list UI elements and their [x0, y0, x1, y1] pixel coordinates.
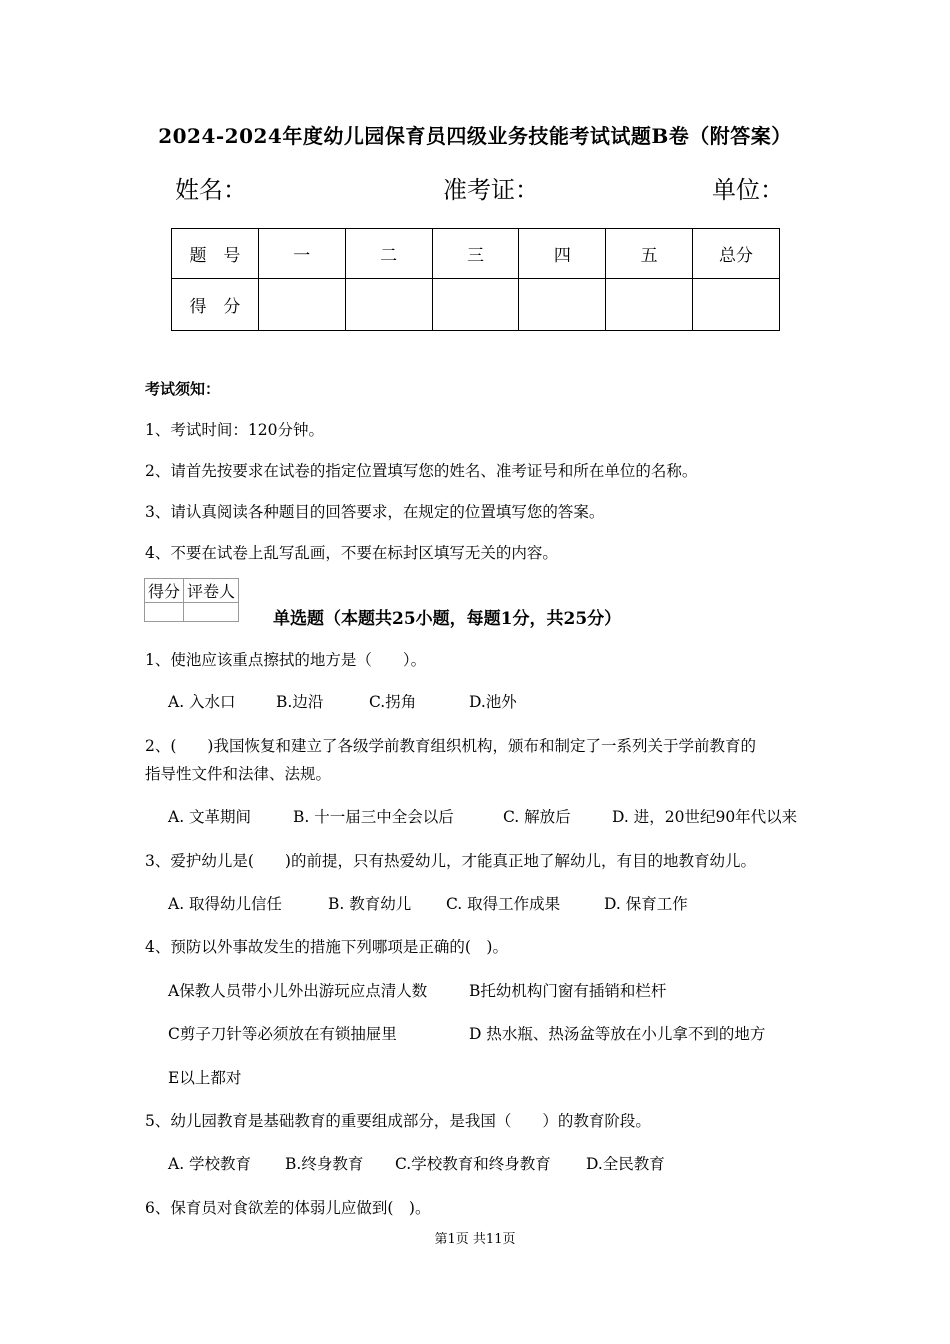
score-cell[interactable] [693, 279, 780, 331]
name-label: 姓名： [175, 176, 247, 204]
exam-title: 2024-2024年度幼儿园保育员四级业务技能考试试题B卷（附答案） [158, 124, 792, 148]
grader-name-label: 评卷人 [184, 579, 239, 603]
score-table-header-cell: 一 [258, 229, 345, 279]
q5-option-c: C.学校教育和终身教育 [395, 1155, 551, 1173]
section-title: 单选题（本题共25小题，每题1分，共25分） [273, 609, 622, 629]
page-footer: 第1页 共11页 [434, 1232, 516, 1247]
q1-option-c: C.拐角 [369, 693, 417, 711]
notice-item: 2、请首先按要求在试卷的指定位置填写您的姓名、准考证号和所在单位的名称。 [145, 462, 698, 480]
question-2-line-2: 指导性文件和法律、法规。 [145, 765, 332, 783]
grader-score-label: 得分 [145, 579, 184, 603]
q3-option-d: D. 保育工作 [604, 895, 688, 913]
question-4: 4、预防以外事故发生的措施下列哪项是正确的( )。 [145, 938, 508, 956]
q4-option-a: A保教人员带小儿外出游玩应点清人数 [168, 982, 428, 1000]
q5-option-d: D.全民教育 [586, 1155, 665, 1173]
notice-item: 1、考试时间：120分钟。 [145, 421, 324, 439]
q2-option-c: C. 解放后 [503, 808, 571, 826]
q4-option-c: C剪子刀针等必须放在有锁抽屉里 [168, 1025, 397, 1043]
q3-option-c: C. 取得工作成果 [446, 895, 561, 913]
candidate-fields [0, 170, 950, 204]
score-table-header-cell: 三 [432, 229, 519, 279]
q5-option-b: B.终身教育 [285, 1155, 364, 1173]
question-3: 3、爱护幼儿是( )的前提，只有热爱幼儿，才能真正地了解幼儿，有目的地教育幼儿。 [145, 852, 756, 870]
score-cell[interactable] [345, 279, 432, 331]
notice-item: 3、请认真阅读各种题目的回答要求，在规定的位置填写您的答案。 [145, 503, 605, 521]
unit-label: 单位： [712, 176, 784, 204]
grader-name-cell[interactable] [184, 603, 239, 622]
score-table-header-cell: 总分 [693, 229, 780, 279]
notice-item: 4、不要在试卷上乱写乱画，不要在标封区填写无关的内容。 [145, 544, 558, 562]
score-cell[interactable] [432, 279, 519, 331]
score-table [171, 228, 780, 331]
question-5: 5、幼儿园教育是基础教育的重要组成部分，是我国（ ）的教育阶段。 [145, 1112, 651, 1130]
score-cell[interactable] [258, 279, 345, 331]
q5-option-a: A. 学校教育 [168, 1155, 252, 1173]
q4-option-d: D 热水瓶、热汤盆等放在小儿拿不到的地方 [469, 1025, 766, 1043]
q1-option-b: B.边沿 [276, 693, 324, 711]
score-table-header-cell: 四 [519, 229, 606, 279]
q2-option-a: A. 文革期间 [168, 808, 252, 826]
score-table-score-row [172, 279, 780, 331]
q3-option-a: A. 取得幼儿信任 [168, 895, 283, 913]
q1-option-d: D.池外 [469, 693, 517, 711]
q2-option-d: D. 进，20世纪90年代以来 [612, 808, 798, 826]
q1-option-a: A. 入水口 [168, 693, 236, 711]
grader-box [144, 578, 239, 622]
q4-option-e: E以上都对 [168, 1069, 242, 1087]
q4-option-b: B托幼机构门窗有插销和栏杆 [469, 982, 667, 1000]
exam-id-label: 准考证： [443, 176, 539, 204]
score-table-header-cell: 五 [606, 229, 693, 279]
question-6: 6、保育员对食欲差的体弱儿应做到( )。 [145, 1199, 431, 1217]
notice-heading: 考试须知： [145, 380, 221, 398]
score-table-header-cell: 二 [345, 229, 432, 279]
score-cell[interactable] [519, 279, 606, 331]
score-row-label: 得 分 [172, 279, 259, 331]
grader-score-cell[interactable] [145, 603, 184, 622]
score-table-header-row [172, 229, 780, 279]
question-1: 1、使池应该重点擦拭的地方是（ ）。 [145, 651, 427, 669]
question-2-line-1: 2、( )我国恢复和建立了各级学前教育组织机构，颁布和制定了一系列关于学前教育的 [145, 737, 756, 755]
score-cell[interactable] [606, 279, 693, 331]
score-table-header-cell: 题 号 [172, 229, 259, 279]
q3-option-b: B. 教育幼儿 [328, 895, 412, 913]
q2-option-b: B. 十一届三中全会以后 [293, 808, 454, 826]
